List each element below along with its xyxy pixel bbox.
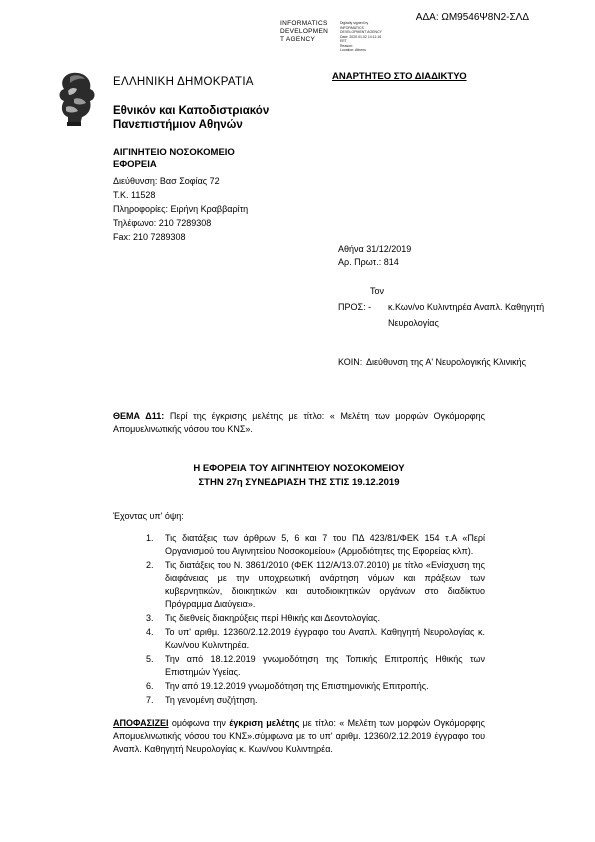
athena-crest-icon [50, 69, 98, 129]
list-item-number: 6. [146, 681, 154, 691]
subject-label: ΘΕΜΑ Δ11: [113, 411, 165, 421]
decision-paragraph [113, 717, 485, 756]
digital-signature-logo [280, 20, 328, 44]
list-item-text: Τις διατάξεις του Ν. 3861/2010 (ΦΕΚ 112/Α/13.07.2010) με τίτλο «Ενίσχυση της διαφάνειας με την υποχρεωτική ανάρτηση νόμων και πράξεων των κυβερνητικών, διοικητικών και αυτοδιοικητικών οργάνων στο διαδίκτυο Πρόγραμμα Διαύγεια». [165, 560, 485, 609]
cc-block [338, 354, 558, 370]
list-item-text: Τις διεθνείς διακηρύξεις περί Ηθικής και Δεοντολογίας. [165, 613, 381, 623]
decision-text-1: ομόφωνα την [168, 718, 230, 728]
considering-heading: Έχοντας υπ' όψη: [113, 511, 184, 521]
info-line: Πληροφορίες: Ειρήνη Κραββαρίτη [113, 204, 249, 214]
list-item [140, 694, 485, 707]
cc-prefix: ΚΟΙΝ: [338, 357, 363, 367]
phone-line: Τηλέφωνο: 210 7289308 [113, 218, 212, 228]
logo-line-1: INFORMATICS [280, 20, 328, 27]
subject-paragraph [113, 410, 485, 436]
protocol-number: Αρ. Πρωτ.: 814 [338, 257, 399, 267]
list-item-text: Τις διατάξεις των άρθρων 5, 6 και 7 του ΠΔ 423/81/ΦΕΚ 154 τ.Α «Περί Οργανισμού του Αιγινητείου Νοσοκομείου» (Αρμοδιότητες της Εφορείας κλπ). [165, 533, 485, 556]
recipient-prefix: ΠΡΟΣ: - [338, 302, 372, 312]
list-item [140, 559, 485, 611]
list-item [140, 626, 485, 652]
country-heading: ΕΛΛΗΝΙΚΗ ΔΗΜΟΚΡΑΤΙΑ [113, 76, 254, 88]
postcode-line: Τ.Κ. 11528 [113, 190, 156, 200]
hospital-block [113, 147, 313, 171]
decision-bold: έγκριση μελέτης [229, 718, 300, 728]
signature-fine-line: DEVELOPMENT AGENCY [340, 30, 382, 34]
recipient-salutation: Τον [370, 286, 385, 296]
list-item [140, 653, 485, 679]
list-item-text: Την από 19.12.2019 γνωμοδότηση της Επιστημονικής Επιτροπής. [165, 681, 429, 691]
contact-details [113, 174, 313, 244]
list-item-text: Τη γενομένη συζήτηση. [165, 695, 258, 705]
address-line: Διεύθυνση: Βασ Σοφίας 72 [113, 176, 220, 186]
list-item-number: 7. [146, 695, 154, 705]
signature-fine-line: Location: Athens [340, 48, 366, 52]
board-title-line-1: Η ΕΦΟΡΕΙΑ ΤΟΥ ΑΙΓΙΝΗΤΕΙΟΥ ΝΟΣΟΚΟΜΕΙΟΥ [193, 463, 405, 474]
list-item-text: Την από 18.12.2019 γνωμοδότηση της Τοπικής Επιτροπής Ηθικής των Επιστημών Υγείας. [165, 654, 485, 677]
decision-text-2: με τίτλο: « Μελέτη των μορφών Ογκόμορφης Απομυελινωτικής νόσου του ΚΝΣ».σύμφωνα με το υπ' αριθμ. 12360/2.12.2019 έγγραφο του Αναπλ. Καθηγητή Νευρολογίας κ. Κων/νου Κυλιντηρέα. [113, 718, 485, 754]
signature-fine-line: Digitally signed by [340, 21, 369, 25]
logo-line-3: T AGENCY [280, 36, 316, 43]
document-date: Αθήνα 31/12/2019 [338, 244, 412, 254]
list-item-number: 2. [146, 560, 154, 570]
board-title [113, 462, 485, 490]
signature-fine-line: Reason: [340, 43, 354, 48]
signature-fine-line: Date: 2020.01.02 14:11:16 [340, 34, 382, 39]
posted-online-notice: ΑΝΑΡΤΗΤΕΟ ΣΤΟ ΔΙΑΔΙΚΤΥΟ [332, 71, 467, 82]
list-item [140, 680, 485, 693]
fax-line: Fax: 210 7289308 [113, 232, 186, 242]
list-item-number: 5. [146, 654, 154, 664]
list-item-number: 4. [146, 627, 154, 637]
hospital-name: ΑΙΓΙΝΗΤΕΙΟ ΝΟΣΟΚΟΜΕΙΟ [113, 147, 235, 158]
list-item-number: 1. [146, 533, 154, 543]
university-name: Εθνικόν και Καποδιστριακόν Πανεπιστήμιον Αθηνών [113, 105, 270, 131]
decision-keyword: ΑΠΟΦΑΣΙΖΕΙ [113, 718, 169, 728]
considerations-list [140, 532, 485, 708]
list-item [140, 532, 485, 558]
hospital-board: ΕΦΟΡΕΙΑ [113, 159, 157, 170]
subject-text: Περί της έγκρισης μελέτης με τίτλο: « Μελέτη των μορφών Ογκόμορφης Απομυελινωτικής νόσου του ΚΝΣ». [113, 411, 485, 434]
list-item-text: Το υπ' αριθμ. 12360/2.12.2019 έγγραφο του Αναπλ. Καθηγητή Νευρολογίας κ. Κων/νου Κυλιντηρέα. [165, 627, 485, 650]
signature-fine-line: INFORMATICS [340, 25, 364, 30]
cc-text: Διεύθυνση της Α' Νευρολογικής Κλινικής [366, 357, 527, 367]
list-item [140, 612, 485, 625]
digital-signature-details [340, 21, 382, 53]
recipient-block [338, 299, 558, 331]
date-protocol-block [338, 243, 411, 269]
board-title-line-2: ΣΤΗΝ 27η ΣΥΝΕΔΡΙΑΣΗ ΤΗΣ ΣΤΙΣ 19.12.2019 [198, 477, 400, 488]
logo-line-2: DEVELOPMEN [280, 28, 329, 35]
list-item-number: 3. [146, 613, 154, 623]
signature-fine-line: EET [340, 39, 347, 43]
recipient-name: κ.Κων/νο Κυλιντηρέα Αναπλ. Καθηγητή Νευρολογίας [388, 302, 545, 328]
ada-code: ΑΔΑ: ΩΜ9546Ψ8Ν2-ΣΛΔ [415, 12, 529, 23]
